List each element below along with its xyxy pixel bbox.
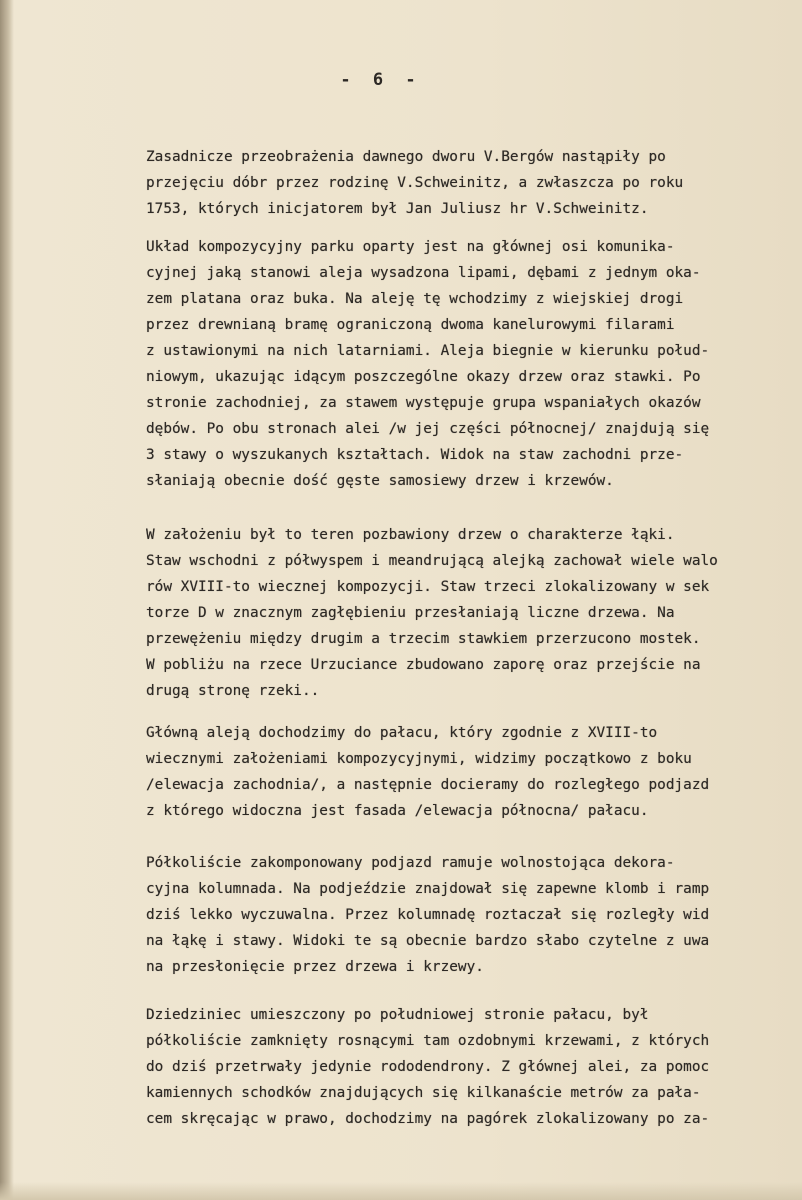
page-bottom-edge [0, 1182, 802, 1200]
text-line: drugą stronę rzeki.. [146, 683, 320, 699]
text-line: przewężeniu między drugim a trzecim stawkiem przerzucono mostek. [146, 631, 701, 647]
text-line: do dziś przetrwały jedynie rododendrony. Z głównej alei, za pomoc [146, 1059, 710, 1075]
binding-edge [0, 0, 14, 1200]
text-line: z którego widoczna jest fasada /elewacja północna/ pałacu. [146, 803, 649, 819]
text-line: przejęciu dóbr przez rodzinę V.Schweinitz, a zwłaszcza po roku [146, 175, 684, 191]
text-line: Staw wschodni z półwyspem i meandrującą alejką zachował wiele walo [146, 553, 718, 569]
text-line: dębów. Po obu stronach alei /w jej części północnej/ znajdują się [146, 421, 710, 437]
text-line: przez drewnianą bramę ograniczoną dwoma kanelurowymi filarami [146, 317, 675, 333]
text-line: z ustawionymi na nich latarniami. Aleja biegnie w kierunku połud- [146, 343, 710, 359]
text-line: Dziedziniec umieszczony po południowej stronie pałacu, był [146, 1007, 649, 1023]
paragraph-5 [146, 850, 802, 980]
text-line: na łąkę i stawy. Widoki te są obecnie bardzo słabo czytelne z uwa [146, 933, 710, 949]
text-line: półkoliście zamknięty rosnącymi tam ozdobnymi krzewami, z których [146, 1033, 710, 1049]
text-line: rów XVIII-to wiecznej kompozycji. Staw trzeci zlokalizowany w sek [146, 579, 710, 595]
text-line: torze D w znacznym zagłębieniu przesłaniają liczne drzewa. Na [146, 605, 675, 621]
text-line: zem platana oraz buka. Na aleję tę wchodzimy z wiejskiej drogi [146, 291, 684, 307]
text-line: wiecznymi założeniami kompozycyjnymi, widzimy początkowo z boku [146, 751, 692, 767]
text-line: 3 stawy o wyszukanych kształtach. Widok na staw zachodni prze- [146, 447, 684, 463]
text-line: dziś lekko wyczuwalna. Przez kolumnadę roztaczał się rozległy wid [146, 907, 710, 923]
text-line: W pobliżu na rzece Urzuciance zbudowano zaporę oraz przejście na [146, 657, 701, 673]
paragraph-6 [146, 1002, 802, 1132]
paragraph-4 [146, 720, 802, 824]
text-line: Główną aleją dochodzimy do pałacu, który zgodnie z XVIII-to [146, 725, 658, 741]
text-line: stronie zachodniej, za stawem występuje grupa wspaniałych okazów [146, 395, 701, 411]
text-line: W założeniu był to teren pozbawiony drzew o charakterze łąki. [146, 527, 675, 543]
page-number: - 6 - [340, 70, 422, 90]
text-line: cyjnej jaką stanowi aleja wysadzona lipami, dębami z jednym oka- [146, 265, 701, 281]
text-line: /elewacja zachodnia/, a następnie docieramy do rozległego podjazd [146, 777, 710, 793]
paragraph-3 [146, 522, 802, 704]
text-line: słaniają obecnie dość gęste samosiewy drzew i krzewów. [146, 473, 614, 489]
paragraph-1 [146, 144, 802, 222]
paragraph-2 [146, 234, 802, 494]
text-line: cem skręcając w prawo, dochodzimy na pagórek zlokalizowany po za- [146, 1111, 710, 1127]
text-line: kamiennych schodków znajdujących się kilkanaście metrów za pała- [146, 1085, 701, 1101]
text-line: na przesłonięcie przez drzewa i krzewy. [146, 959, 484, 975]
text-line: Układ kompozycyjny parku oparty jest na głównej osi komunika- [146, 239, 675, 255]
text-line: Zasadnicze przeobrażenia dawnego dworu V.Bergów nastąpiły po [146, 149, 666, 165]
text-line: niowym, ukazując idącym poszczególne okazy drzew oraz stawki. Po [146, 369, 701, 385]
text-line: 1753, których inicjatorem był Jan Juliusz hr V.Schweinitz. [146, 201, 649, 217]
text-line: Półkoliście zakomponowany podjazd ramuje wolnostojąca dekora- [146, 855, 675, 871]
text-line: cyjna kolumnada. Na podjeździe znajdował się zapewne klomb i ramp [146, 881, 710, 897]
